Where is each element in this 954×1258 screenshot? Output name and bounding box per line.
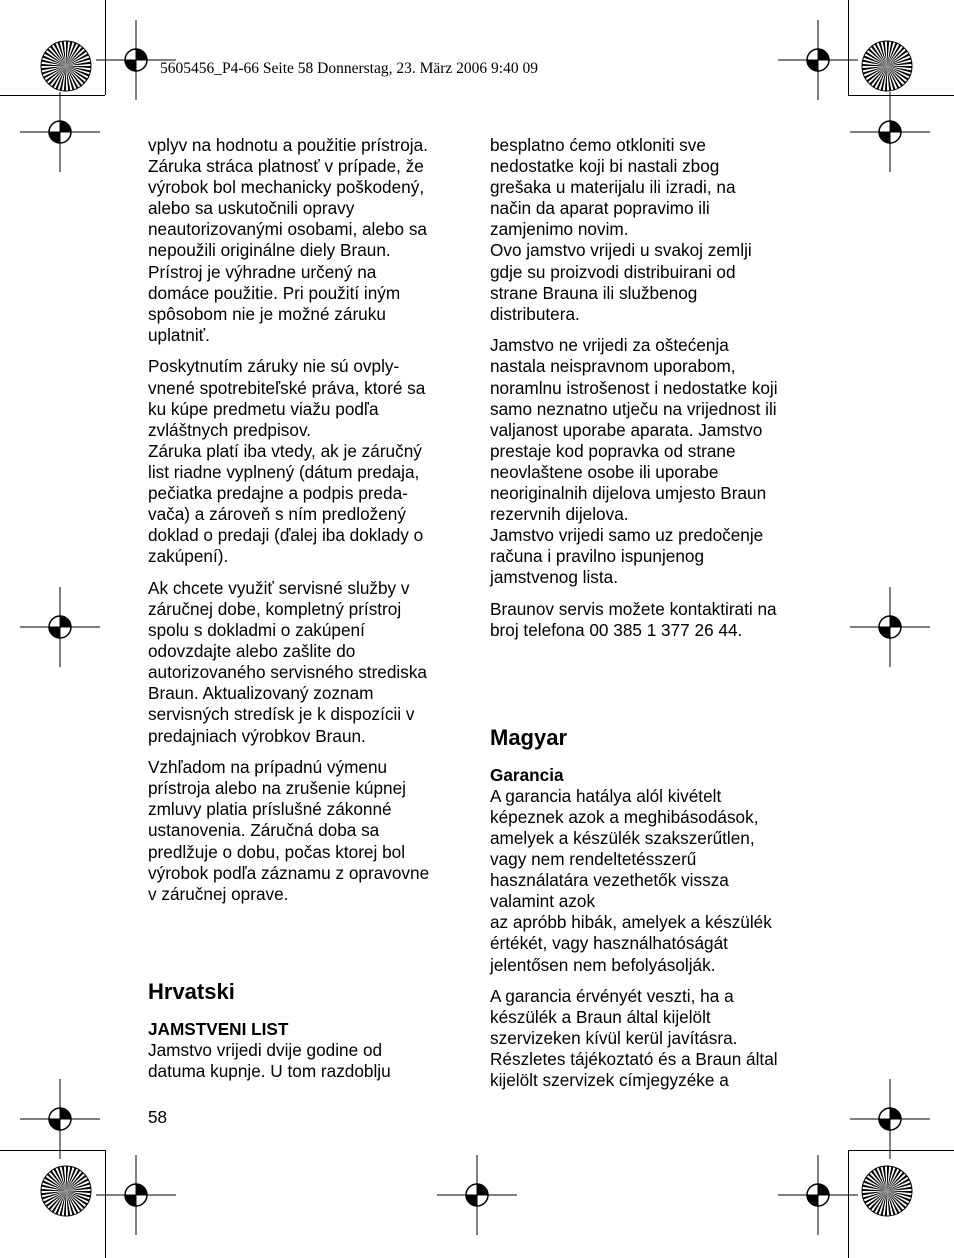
registration-crosshair-icon [96, 1155, 176, 1235]
paragraph: Ak chcete využiť servisné služby v záručnej dobe, kompletný prístroj spolu s dokladmi o zakúpení odovzdajte alebo zašlite do autorizovaného servisného strediska Braun. Aktualizovaný zoznam servisných stredísk je k dispozícii v predajniach výrobkov Braun. [148, 577, 427, 746]
registration-crosshair-icon [850, 1079, 930, 1159]
paragraph: Jamstvo vrijedi dvije godine od datuma kupnje. U tom razdoblju [148, 1040, 391, 1082]
section-title-hrvatski: Hrvatski [148, 979, 235, 1005]
registration-crosshair-icon [778, 1155, 858, 1235]
paragraph: vplyv na hodnotu a použitie prístroja. Záruka stráca platnosť v prípade, že výrobok bol mechanicky poškodený, alebo sa uskutočnili opravy neautorizovanými osobami, alebo sa nepoužili originálne diely Braun. Prístroj je výhradne určený na domáce použitie. Pri použití iným spôsobom nie je možné záruku uplatniť. [148, 135, 428, 345]
registration-crosshair-icon [778, 20, 858, 100]
registration-crosshair-icon [850, 92, 930, 172]
registration-starburst-icon [40, 40, 92, 92]
section-title-magyar: Magyar [490, 724, 568, 750]
paragraph: Braunov servis možete kontaktirati na broj telefona 00 385 1 377 26 44. [490, 598, 777, 641]
registration-crosshair-icon [437, 1155, 517, 1235]
paragraph: A garancia hatálya alól kivételt képeznek azok a meghibásodások, amelyek a készülék szakszerűtlen, vagy nem rendeltetésszerű használatára vezethetők vissza valamint azok az apróbb hibák, amelyek a készülék értékét, vagy használhatóságát jelentősen nem befolyásolják. [490, 785, 772, 975]
paragraph: A garancia érvényét veszti, ha a készülék a Braun által kijelölt szervizeken kívül kerül javításra. Részletes tájékoztató és a Braun által kijelölt szervizek címjegyzéke a [490, 986, 778, 1091]
paragraph: Vzhľadom na prípadnú výmenu prístroja alebo na zrušenie kúpnej zmluvy platia príslušné zákonné ustanovenia. Záručná doba sa predlžuje o dobu, počas ktorej bol výrobok podľa záznamu z opravovne v záručnej oprave. [148, 757, 430, 904]
right-column [490, 135, 810, 1102]
paragraph: Jamstvo ne vrijedi za oštećenja nastala neispravnom uporabom, noramlnu istrošenost i nedostatke koji samo neznatno utječu na vrijednost ili valjanost uporabe aparata. Jamstvo prestaje kod popravka od strane neovlaštene osobe ili uporabe neoriginalnih dijelova umjesto Braun rezervnih dijelova. Jamstvo vrijedi samo uz predočenje računa i pravilno ispunjenog jamstvenog lista. [490, 335, 778, 588]
registration-crosshair-icon [20, 1079, 100, 1159]
section-subtitle-garancia: Garancia [490, 764, 564, 785]
section-subtitle-jamstveni-list: JAMSTVENI LIST [148, 1019, 289, 1040]
registration-starburst-icon [40, 1165, 92, 1217]
page-number: 58 [148, 1107, 168, 1127]
print-header: 5605456_P4-66 Seite 58 Donnerstag, 23. März 2006 9:40 09 [160, 60, 538, 77]
paragraph: besplatno ćemo otkloniti sve nedostatke koji bi nastali zbog grešaka u materijalu ili izradi, na način da aparat popravimo ili zamjenimo novim. Ovo jamstvo vrijedi u svakoj zemlji gdje su proizvodi distribuirani od strane Brauna ili službenog distributera. [490, 135, 752, 324]
registration-crosshair-icon [20, 587, 100, 667]
registration-crosshair-icon [96, 20, 176, 100]
paragraph: Poskytnutím záruky nie sú ovply- vnené spotrebiteľské práva, ktoré sa ku kúpe predmetu viažu podľa zvláštnych predpisov. Záruka platí iba vtedy, ak je záručný list riadne vyplnený (dátum predaja, pečiatka predajne a podpis preda- vača) a zároveň s ním predložený doklad o predaji (ďalej iba doklady o zakúpení). [148, 356, 426, 567]
registration-crosshair-icon [850, 587, 930, 667]
registration-crosshair-icon [20, 92, 100, 172]
registration-starburst-icon [861, 40, 913, 92]
registration-starburst-icon [861, 1165, 913, 1217]
left-column [148, 135, 468, 1093]
